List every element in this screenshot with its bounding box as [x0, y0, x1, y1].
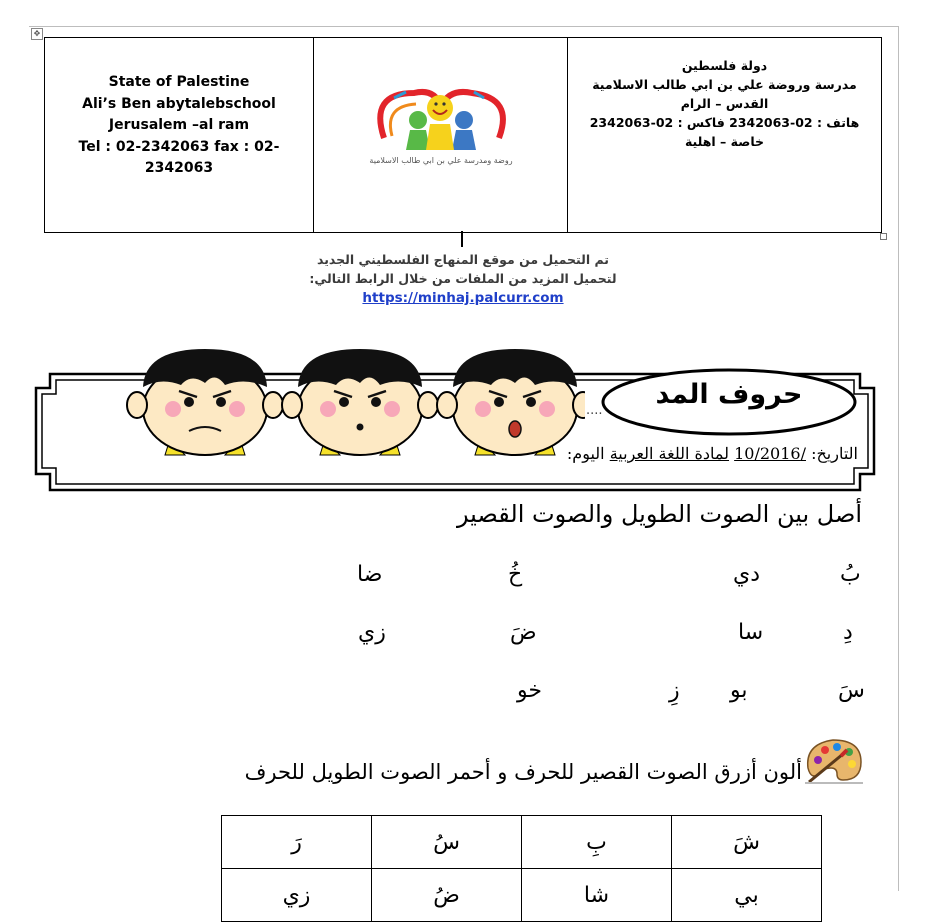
- table-cell[interactable]: زي: [222, 869, 372, 922]
- match-letter: زي: [358, 620, 386, 645]
- download-line-2: لتحميل المزيد من الملفات من خلال الرابط التالي:: [309, 271, 617, 286]
- exercise1-instruction: أصل بين الصوت الطويل والصوت القصير: [456, 500, 862, 528]
- table-move-handle[interactable]: ✥: [31, 28, 43, 40]
- school-name-ar: مدرسة وروضة علي بن ابي طالب الاسلامية: [592, 77, 857, 92]
- header-table: [44, 37, 882, 233]
- match-letter: دِ: [843, 620, 853, 645]
- day-label: اليوم:: [566, 444, 605, 463]
- match-letter: بو: [730, 678, 748, 703]
- table-row: [222, 816, 822, 869]
- match-letter: بُ: [840, 562, 861, 587]
- table-cell[interactable]: بي: [672, 869, 822, 922]
- match-letter: سا: [738, 620, 764, 645]
- school-city-ar: القدس – الرام: [680, 96, 769, 111]
- date-value: /10/2016: [734, 444, 806, 463]
- match-letter: دي: [733, 562, 761, 587]
- match-letter: خُ: [508, 562, 523, 587]
- download-line-1: تم التحميل من موقع المنهاج الفلسطيني الجديد: [317, 252, 609, 267]
- coloring-table: [221, 815, 822, 922]
- table-cell[interactable]: رَ: [222, 816, 372, 869]
- palette-icon: [803, 736, 865, 786]
- match-letter: زِ: [669, 678, 680, 703]
- boy-face-icon: [127, 349, 283, 455]
- school-phone-ar: هاتف : 02-2342063 فاكس : 02-2342063: [589, 115, 860, 130]
- worksheet-title: حروف المد: [655, 379, 803, 410]
- logo-cell: [314, 38, 568, 232]
- page-edge: [898, 26, 899, 891]
- cartoon-faces: [125, 347, 585, 462]
- school-name-en: Ali’s Ben abytalebschool: [82, 95, 276, 112]
- school-logo: [314, 38, 568, 232]
- minhaj-link[interactable]: https://minhaj.palcurr.com: [362, 290, 564, 306]
- table-cell[interactable]: بِ: [522, 816, 672, 869]
- school-country-en: State of Palestine: [108, 74, 250, 90]
- connector-line: [461, 231, 463, 247]
- match-letter: سَ: [838, 678, 865, 703]
- download-notice: [300, 250, 626, 308]
- school-country-ar: دولة فلسطين: [681, 58, 768, 73]
- logo-caption: روضة ومدرسة علي بن ابي طالب الاسلامية: [369, 156, 513, 165]
- table-row: [222, 869, 822, 922]
- date-line: [525, 444, 858, 463]
- name-dots: ....: [586, 403, 603, 418]
- table-resize-handle[interactable]: [880, 233, 887, 240]
- english-header-cell: [45, 38, 314, 232]
- exercise2-instruction: ألون أزرق الصوت القصير للحرف و أحمر الصوت الطويل للحرف: [244, 760, 802, 784]
- match-letter: ضَ: [510, 620, 537, 645]
- table-cell[interactable]: شا: [522, 869, 672, 922]
- boy-face-icon: [437, 349, 585, 455]
- subject-label: لمادة اللغة العربية: [609, 444, 730, 463]
- page-edge: [29, 26, 899, 27]
- school-city-en: Jerusalem –al ram: [108, 117, 250, 133]
- table-cell[interactable]: سُ: [372, 816, 522, 869]
- date-label: التاريخ:: [811, 444, 858, 463]
- school-type-ar: خاصة – اهلية: [684, 134, 765, 149]
- table-cell[interactable]: ضُ: [372, 869, 522, 922]
- arabic-header-cell: [568, 38, 881, 232]
- match-letter: ضا: [357, 562, 383, 587]
- boy-face-icon: [282, 349, 438, 455]
- school-phone-en: Tel : 02-2342063 fax : 02-2342063: [78, 138, 280, 176]
- table-cell[interactable]: شَ: [672, 816, 822, 869]
- match-letter: خو: [517, 678, 542, 703]
